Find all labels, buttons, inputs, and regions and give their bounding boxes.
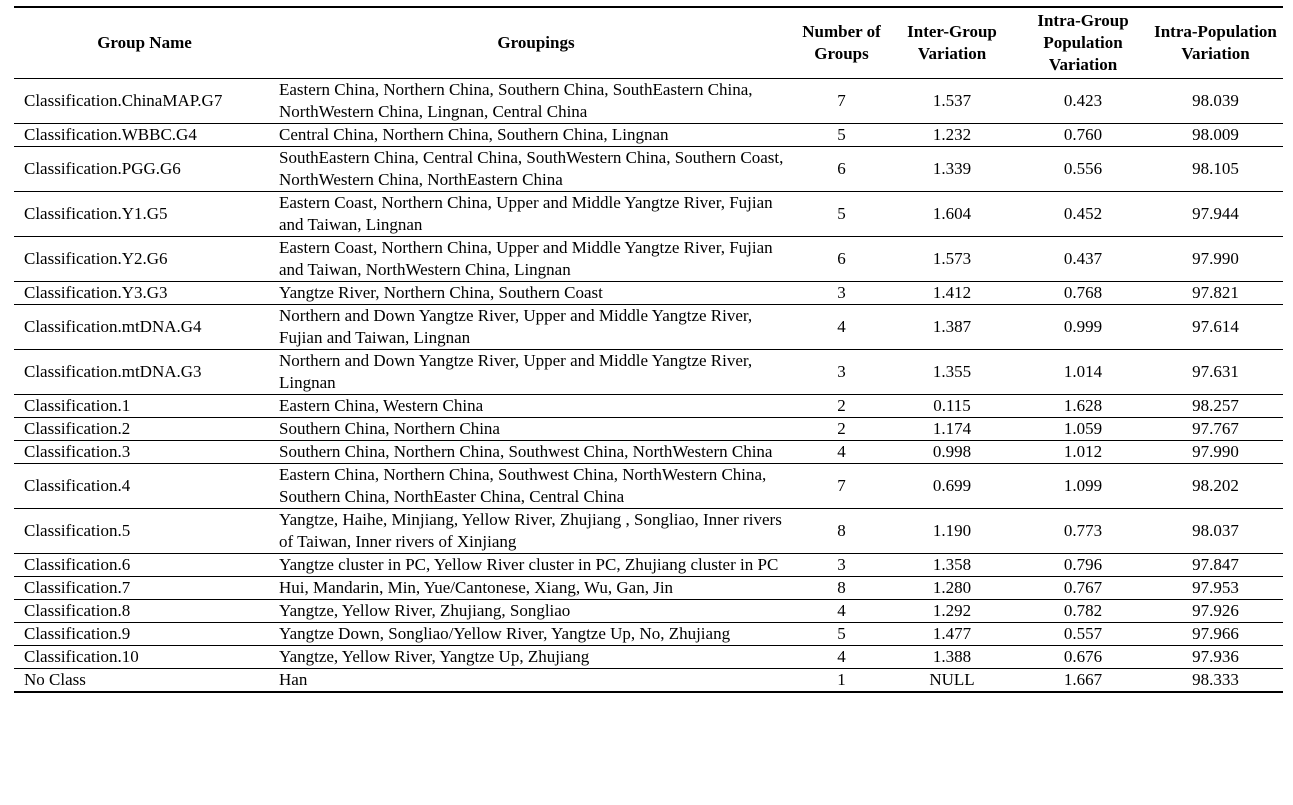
number-of-groups-cell: 5 bbox=[837, 624, 846, 643]
intra-population-variation-cell: 97.944 bbox=[1192, 204, 1239, 223]
number-of-groups-cell: 2 bbox=[837, 419, 846, 438]
intra-group-population-variation-cell: 0.452 bbox=[1063, 204, 1103, 223]
group-name-cell: Classification.PGG.G6 bbox=[24, 159, 181, 178]
table-row bbox=[14, 646, 1283, 669]
header-groupings: Groupings bbox=[497, 33, 575, 52]
number-of-groups-cell: 5 bbox=[837, 125, 846, 144]
inter-group-variation-cell: 1.339 bbox=[932, 159, 972, 178]
intra-population-variation-cell: 98.037 bbox=[1192, 521, 1239, 540]
inter-group-variation-cell: 1.232 bbox=[932, 125, 972, 144]
intra-population-variation-cell: 97.990 bbox=[1192, 442, 1239, 461]
intra-group-population-variation-cell: 1.014 bbox=[1063, 362, 1103, 381]
table-row bbox=[14, 395, 1283, 418]
groupings-cell: Yangtze, Yellow River, Zhujiang, Songliao bbox=[279, 601, 571, 620]
inter-group-variation-cell: 1.280 bbox=[932, 578, 972, 597]
group-name-cell: Classification.3 bbox=[24, 442, 131, 461]
intra-group-population-variation-cell: 0.437 bbox=[1063, 249, 1103, 268]
group-name-cell: Classification.Y3.G3 bbox=[24, 283, 168, 302]
intra-population-variation-cell: 97.966 bbox=[1192, 624, 1239, 643]
table-row bbox=[14, 577, 1283, 600]
intra-population-variation-cell: 98.009 bbox=[1192, 125, 1239, 144]
inter-group-variation-cell: 0.699 bbox=[932, 476, 972, 495]
table-row bbox=[14, 350, 1283, 395]
inter-group-variation-cell: 1.190 bbox=[932, 521, 972, 540]
table-row bbox=[14, 464, 1283, 509]
groupings-cell: Yangtze, Yellow River, Yangtze Up, Zhujiang bbox=[279, 647, 590, 666]
inter-group-variation-cell: 1.355 bbox=[932, 362, 972, 381]
number-of-groups-cell: 7 bbox=[837, 91, 846, 110]
intra-group-population-variation-cell: 1.667 bbox=[1063, 670, 1103, 689]
number-of-groups-cell: 3 bbox=[837, 555, 846, 574]
header-row bbox=[14, 7, 1283, 79]
table-row bbox=[14, 124, 1283, 147]
number-of-groups-cell: 6 bbox=[837, 159, 846, 178]
intra-group-population-variation-cell: 0.767 bbox=[1063, 578, 1103, 597]
table-row bbox=[14, 554, 1283, 577]
intra-group-population-variation-cell: 1.099 bbox=[1063, 476, 1103, 495]
group-name-cell: Classification.7 bbox=[24, 578, 131, 597]
variation-table bbox=[14, 6, 1283, 693]
group-name-cell: Classification.6 bbox=[24, 555, 131, 574]
inter-group-variation-cell: 1.604 bbox=[932, 204, 972, 223]
intra-population-variation-cell: 98.333 bbox=[1192, 670, 1239, 689]
header-group-name: Group Name bbox=[97, 33, 192, 52]
groupings-cell: Eastern China, Western China bbox=[279, 396, 484, 415]
group-name-cell: Classification.mtDNA.G3 bbox=[24, 362, 202, 381]
inter-group-variation-cell: 1.292 bbox=[932, 601, 972, 620]
inter-group-variation-cell: 1.174 bbox=[932, 419, 972, 438]
group-name-cell: Classification.5 bbox=[24, 521, 131, 540]
groupings-cell: Yangtze, Haihe, Minjiang, Yellow River, Zhujiang , Songliao, Inner rivers of Taiwan, Inner rivers of Xinjiang bbox=[279, 510, 782, 551]
intra-population-variation-cell: 98.039 bbox=[1192, 91, 1239, 110]
intra-population-variation-cell: 97.953 bbox=[1192, 578, 1239, 597]
group-name-cell: Classification.Y2.G6 bbox=[24, 249, 168, 268]
table-row bbox=[14, 509, 1283, 554]
number-of-groups-cell: 4 bbox=[837, 601, 846, 620]
table-row bbox=[14, 305, 1283, 350]
number-of-groups-cell: 3 bbox=[837, 283, 846, 302]
groupings-cell: Han bbox=[279, 670, 308, 689]
number-of-groups-cell: 6 bbox=[837, 249, 846, 268]
groupings-cell: Eastern Coast, Northern China, Upper and Middle Yangtze River, Fujian and Taiwan, NorthWestern China, Lingnan bbox=[279, 238, 773, 279]
group-name-cell: Classification.4 bbox=[24, 476, 131, 495]
intra-group-population-variation-cell: 1.012 bbox=[1063, 442, 1103, 461]
intra-population-variation-cell: 98.257 bbox=[1192, 396, 1239, 415]
group-name-cell: Classification.10 bbox=[24, 647, 139, 666]
number-of-groups-cell: 2 bbox=[837, 396, 846, 415]
variation-table-container bbox=[14, 6, 1283, 693]
group-name-cell: Classification.ChinaMAP.G7 bbox=[24, 91, 223, 110]
number-of-groups-cell: 3 bbox=[837, 362, 846, 381]
groupings-cell: Eastern Coast, Northern China, Upper and Middle Yangtze River, Fujian and Taiwan, Lingnan bbox=[279, 193, 773, 234]
intra-population-variation-cell: 97.821 bbox=[1192, 283, 1239, 302]
groupings-cell: Yangtze River, Northern China, Southern Coast bbox=[279, 283, 603, 302]
table-body bbox=[14, 79, 1283, 693]
intra-group-population-variation-cell: 0.676 bbox=[1063, 647, 1103, 666]
inter-group-variation-cell: NULL bbox=[929, 670, 975, 689]
intra-population-variation-cell: 98.202 bbox=[1192, 476, 1239, 495]
number-of-groups-cell: 1 bbox=[837, 670, 846, 689]
inter-group-variation-cell: 1.477 bbox=[932, 624, 972, 643]
intra-group-population-variation-cell: 0.423 bbox=[1063, 91, 1103, 110]
group-name-cell: Classification.8 bbox=[24, 601, 131, 620]
groupings-cell: Central China, Northern China, Southern China, Lingnan bbox=[279, 125, 669, 144]
inter-group-variation-cell: 1.412 bbox=[932, 283, 972, 302]
intra-group-population-variation-cell: 0.999 bbox=[1063, 317, 1103, 336]
intra-population-variation-cell: 97.926 bbox=[1192, 601, 1239, 620]
intra-group-population-variation-cell: 1.059 bbox=[1063, 419, 1103, 438]
groupings-cell: Northern and Down Yangtze River, Upper and Middle Yangtze River, Fujian and Taiwan, Lingnan bbox=[279, 306, 753, 347]
inter-group-variation-cell: 0.115 bbox=[933, 396, 971, 415]
header-inter-group-variation: Inter-Group Variation bbox=[907, 22, 997, 63]
group-name-cell: Classification.WBBC.G4 bbox=[24, 125, 197, 144]
number-of-groups-cell: 5 bbox=[837, 204, 846, 223]
intra-group-population-variation-cell: 0.557 bbox=[1063, 624, 1103, 643]
group-name-cell: Classification.9 bbox=[24, 624, 131, 643]
inter-group-variation-cell: 1.388 bbox=[932, 647, 972, 666]
group-name-cell: Classification.mtDNA.G4 bbox=[24, 317, 202, 336]
number-of-groups-cell: 7 bbox=[837, 476, 846, 495]
groupings-cell: Yangtze Down, Songliao/Yellow River, Yangtze Up, No, Zhujiang bbox=[279, 624, 731, 643]
inter-group-variation-cell: 1.573 bbox=[932, 249, 972, 268]
number-of-groups-cell: 8 bbox=[837, 521, 846, 540]
table-row bbox=[14, 147, 1283, 192]
table-row bbox=[14, 441, 1283, 464]
group-name-cell: No Class bbox=[24, 670, 86, 689]
intra-group-population-variation-cell: 0.773 bbox=[1063, 521, 1103, 540]
number-of-groups-cell: 8 bbox=[837, 578, 846, 597]
table-row bbox=[14, 600, 1283, 623]
header-intra-population-variation: Intra-Population Variation bbox=[1154, 22, 1277, 63]
intra-group-population-variation-cell: 0.556 bbox=[1063, 159, 1103, 178]
table-row bbox=[14, 418, 1283, 441]
inter-group-variation-cell: 1.537 bbox=[932, 91, 972, 110]
intra-population-variation-cell: 98.105 bbox=[1192, 159, 1239, 178]
table-row bbox=[14, 282, 1283, 305]
groupings-cell: SouthEastern China, Central China, SouthWestern China, Southern Coast, NorthWestern China, NorthEastern China bbox=[279, 148, 784, 189]
groupings-cell: Southern China, Northern China bbox=[279, 419, 500, 438]
groupings-cell: Southern China, Northern China, Southwest China, NorthWestern China bbox=[279, 442, 773, 461]
number-of-groups-cell: 4 bbox=[837, 442, 846, 461]
table-row bbox=[14, 669, 1283, 693]
group-name-cell: Classification.Y1.G5 bbox=[24, 204, 168, 223]
intra-group-population-variation-cell: 0.782 bbox=[1063, 601, 1103, 620]
group-name-cell: Classification.1 bbox=[24, 396, 131, 415]
intra-group-population-variation-cell: 0.796 bbox=[1063, 555, 1103, 574]
table-row bbox=[14, 79, 1283, 124]
table-row bbox=[14, 623, 1283, 646]
intra-group-population-variation-cell: 0.768 bbox=[1063, 283, 1103, 302]
intra-group-population-variation-cell: 1.628 bbox=[1063, 396, 1103, 415]
groupings-cell: Eastern China, Northern China, Southwest China, NorthWestern China, Southern China, NorthEaster China, Central China bbox=[279, 465, 767, 506]
header-number-of-groups: Number of Groups bbox=[802, 22, 881, 63]
group-name-cell: Classification.2 bbox=[24, 419, 131, 438]
inter-group-variation-cell: 1.358 bbox=[932, 555, 972, 574]
groupings-cell: Eastern China, Northern China, Southern China, SouthEastern China, NorthWestern China, Lingnan, Central China bbox=[279, 80, 753, 121]
intra-population-variation-cell: 97.631 bbox=[1192, 362, 1239, 381]
number-of-groups-cell: 4 bbox=[837, 317, 846, 336]
groupings-cell: Hui, Mandarin, Min, Yue/Cantonese, Xiang, Wu, Gan, Jin bbox=[279, 578, 674, 597]
intra-population-variation-cell: 97.990 bbox=[1192, 249, 1239, 268]
intra-population-variation-cell: 97.936 bbox=[1192, 647, 1239, 666]
inter-group-variation-cell: 0.998 bbox=[932, 442, 972, 461]
groupings-cell: Northern and Down Yangtze River, Upper and Middle Yangtze River, Lingnan bbox=[279, 351, 753, 392]
inter-group-variation-cell: 1.387 bbox=[932, 317, 972, 336]
intra-population-variation-cell: 97.847 bbox=[1192, 555, 1239, 574]
header-intra-group-population-variation: Intra-Group Population Variation bbox=[1037, 11, 1129, 74]
intra-group-population-variation-cell: 0.760 bbox=[1063, 125, 1103, 144]
intra-population-variation-cell: 97.767 bbox=[1192, 419, 1239, 438]
table-row bbox=[14, 192, 1283, 237]
intra-population-variation-cell: 97.614 bbox=[1192, 317, 1239, 336]
groupings-cell: Yangtze cluster in PC, Yellow River cluster in PC, Zhujiang cluster in PC bbox=[279, 555, 779, 574]
number-of-groups-cell: 4 bbox=[837, 647, 846, 666]
table-row bbox=[14, 237, 1283, 282]
